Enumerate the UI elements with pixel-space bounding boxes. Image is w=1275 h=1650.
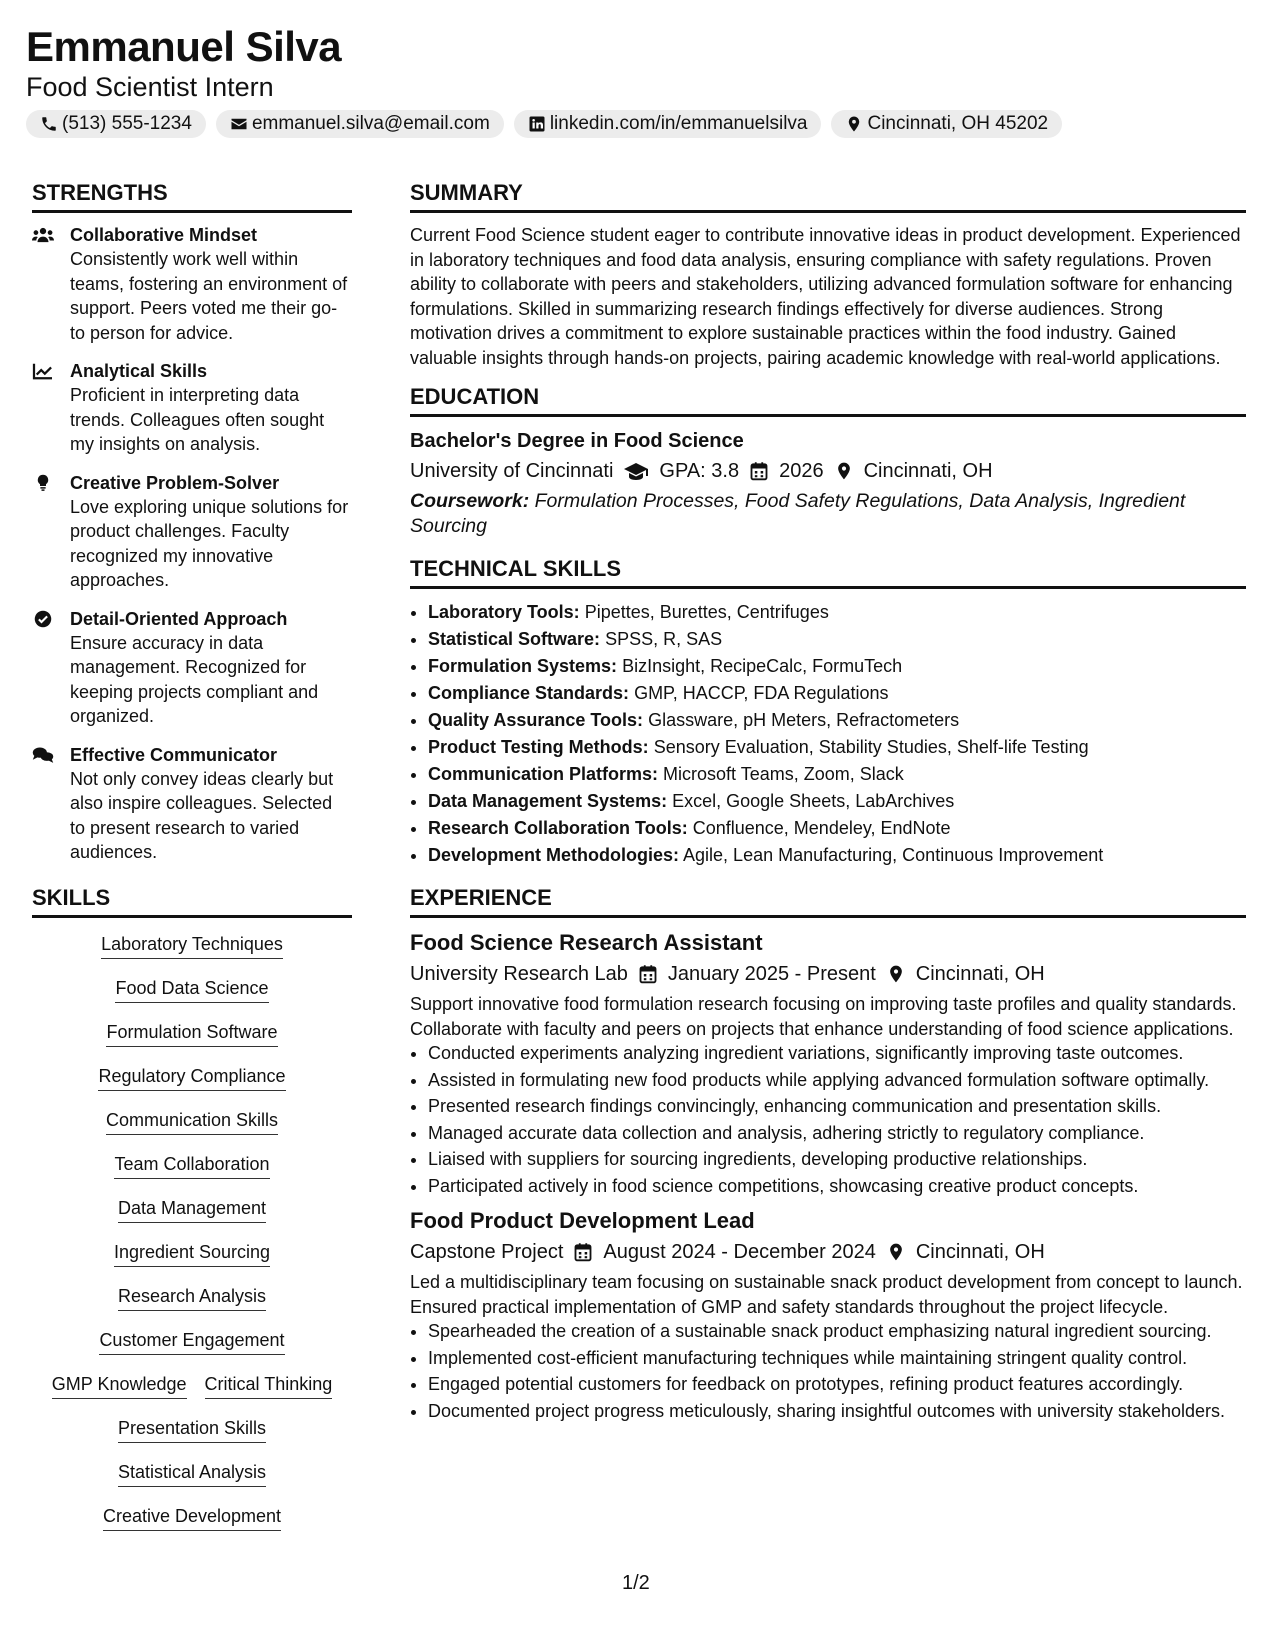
degree-title: Bachelor's Degree in Food Science — [410, 430, 744, 452]
graduation-cap-icon — [623, 461, 649, 481]
list-item — [428, 842, 1246, 869]
candidate-title: Food Scientist Intern — [26, 72, 274, 102]
list-item — [428, 626, 1246, 653]
tech-value: GMP, HACCP, FDA Regulations — [634, 683, 889, 703]
list-item: • Engaged potential customers for feedback on prototypes, refining product features accordingly. — [428, 1372, 1246, 1397]
list-item — [428, 734, 1246, 761]
tech-value: BizInsight, RecipeCalc, FormuTech — [622, 656, 903, 676]
candidate-name: Emmanuel Silva — [26, 23, 342, 70]
strength-item — [32, 223, 352, 345]
education-location: Cincinnati, OH — [863, 460, 993, 482]
job-title: Food Science Research Assistant — [410, 930, 763, 955]
list-item: • Liaised with suppliers for sourcing ingredients, developing productive relationships. — [428, 1147, 1246, 1172]
skill-tag: Critical Thinking — [205, 1372, 333, 1399]
list-item — [428, 761, 1246, 788]
strength-title: Detail-Oriented Approach — [70, 608, 288, 629]
envelope-icon — [230, 115, 248, 133]
linkedin-text: linkedin.com/in/emmanuelsilva — [549, 113, 808, 134]
phone-text: (513) 555-1234 — [62, 113, 192, 134]
job-description: Support innovative food formulation research focusing on improving taste profiles and quality standards. Collaborate with faculty and peers on projects that enhance understanding of food science applications. — [410, 994, 1237, 1039]
users-icon — [32, 226, 54, 244]
contact-phone[interactable] — [26, 110, 206, 138]
tech-label: Formulation Systems: — [428, 656, 618, 676]
job-dates: January 2025 - Present — [667, 963, 876, 985]
contact-linkedin[interactable] — [514, 110, 822, 138]
education-heading: EDUCATION — [410, 382, 1246, 417]
list-item: • Documented project progress meticulously, sharing insightful outcomes with university stakeholders. — [428, 1399, 1246, 1424]
job-entry — [410, 928, 1246, 1198]
list-item — [428, 680, 1246, 707]
skill-tag: Laboratory Techniques — [101, 932, 283, 959]
summary-text: Current Food Science student eager to contribute innovative ideas in product development. Experienced in laboratory techniques and food data analysis, ensuring compliance with safety regulations. Proven ability to collaborate with peers and stakeholders, utilizing advanced formulation software for enhancing formulations. Skilled in summarizing research findings effectively for diverse audiences. Strong motivation drives a commitment to explore sustainable practices within the food industry. Gained valuable insights through hands-on projects, pairing academic knowledge with real-world applications. — [410, 225, 1241, 368]
skill-tag: Data Management — [118, 1196, 266, 1223]
technical-skills-list — [410, 599, 1246, 869]
list-item — [428, 815, 1246, 842]
location-icon — [886, 1242, 906, 1262]
job-location: Cincinnati, OH — [915, 963, 1045, 985]
skill-tag: Customer Engagement — [99, 1328, 284, 1355]
location-text: Cincinnati, OH 45202 — [867, 113, 1049, 134]
strength-item — [32, 471, 352, 593]
phone-icon — [40, 115, 58, 133]
calendar-icon — [749, 461, 769, 481]
contact-bar — [26, 110, 1249, 138]
contact-email[interactable] — [216, 110, 504, 138]
tech-label: Laboratory Tools: — [428, 602, 580, 622]
strength-item — [32, 359, 352, 457]
job-meta — [410, 960, 1246, 988]
check-circle-icon — [32, 610, 54, 628]
list-item: • Spearheaded the creation of a sustainable snack product emphasizing natural ingredient sourcing. — [428, 1319, 1246, 1344]
tech-value: SPSS, R, SAS — [605, 629, 723, 649]
experience-heading: EXPERIENCE — [410, 883, 1246, 918]
strength-title: Creative Problem-Solver — [70, 472, 280, 493]
list-item: • Managed accurate data collection and analysis, adhering strictly to regulatory compliance. — [428, 1121, 1246, 1146]
tech-label: Research Collaboration Tools: — [428, 818, 688, 838]
tech-value: Glassware, pH Meters, Refractometers — [648, 710, 960, 730]
skill-tag: Regulatory Compliance — [98, 1064, 285, 1091]
skill-tag: Food Data Science — [115, 976, 268, 1003]
tech-label: Communication Platforms: — [428, 764, 659, 784]
list-item — [428, 788, 1246, 815]
tech-label: Quality Assurance Tools: — [428, 710, 644, 730]
tech-label: Development Methodologies: — [428, 845, 680, 865]
lightbulb-icon — [32, 474, 54, 492]
coursework-text: Formulation Processes, Food Safety Regulations, Data Analysis, Ingredient Sourcing — [410, 490, 1186, 537]
skill-tag: Communication Skills — [106, 1108, 278, 1135]
tech-value: Agile, Lean Manufacturing, Continuous Improvement — [683, 845, 1104, 865]
job-location: Cincinnati, OH — [915, 1241, 1045, 1263]
job-meta — [410, 1238, 1246, 1266]
tech-value: Pipettes, Burettes, Centrifuges — [584, 602, 829, 622]
skill-tag: Ingredient Sourcing — [114, 1240, 270, 1267]
job-entry — [410, 1206, 1246, 1423]
job-org: Capstone Project — [410, 1241, 564, 1263]
skill-tag: Statistical Analysis — [118, 1460, 266, 1487]
strengths-heading: STRENGTHS — [32, 178, 352, 213]
location-icon — [845, 115, 863, 133]
skill-tag: Presentation Skills — [118, 1416, 266, 1443]
list-item — [428, 599, 1246, 626]
strength-desc: Love exploring unique solutions for product challenges. Faculty recognized my innovative approaches. — [70, 496, 349, 590]
tech-label: Statistical Software: — [428, 629, 601, 649]
tech-label: Product Testing Methods: — [428, 737, 649, 757]
technical-skills-heading: TECHNICAL SKILLS — [410, 554, 1246, 589]
job-bullets — [410, 1319, 1246, 1423]
skill-tag: Creative Development — [103, 1504, 281, 1531]
coursework — [410, 489, 1246, 538]
education-meta — [410, 457, 1246, 485]
location-icon — [834, 461, 854, 481]
skill-tag: Research Analysis — [118, 1284, 266, 1311]
coursework-label: Coursework: — [410, 490, 530, 512]
tech-value: Sensory Evaluation, Stability Studies, Shelf-life Testing — [653, 737, 1089, 757]
tech-value: Excel, Google Sheets, LabArchives — [672, 791, 955, 811]
strength-desc: Proficient in interpreting data trends. Colleagues often sought my insights on analysis. — [70, 385, 325, 454]
skills-heading: SKILLS — [32, 883, 352, 918]
contact-location — [831, 110, 1062, 138]
tech-label: Data Management Systems: — [428, 791, 668, 811]
list-item: • Assisted in formulating new food products while applying advanced formulation software optimally. — [428, 1068, 1246, 1093]
linkedin-icon — [528, 115, 546, 133]
skill-tag: Team Collaboration — [114, 1152, 269, 1179]
strength-item — [32, 743, 352, 865]
job-description: Led a multidisciplinary team focusing on sustainable snack product development from concept to launch. Ensured practical implementation of GMP and safety standards throughout the project lifecycle. — [410, 1272, 1243, 1317]
list-item: • Presented research findings convincingly, enhancing communication and presentation skills. — [428, 1094, 1246, 1119]
strength-title: Effective Communicator — [70, 744, 278, 765]
job-bullets — [410, 1041, 1246, 1198]
chart-line-icon — [32, 362, 54, 380]
tech-label: Compliance Standards: — [428, 683, 630, 703]
comments-icon — [32, 746, 54, 764]
job-title: Food Product Development Lead — [410, 1208, 755, 1233]
calendar-icon — [638, 964, 658, 984]
list-item: • Implemented cost-efficient manufacturing techniques while maintaining stringent quality control. — [428, 1346, 1246, 1371]
page-number: 1/2 — [622, 1572, 650, 1594]
list-item — [428, 653, 1246, 680]
left-column — [32, 178, 352, 1548]
resume-header — [26, 22, 1249, 138]
graduation-year: 2026 — [779, 460, 824, 482]
skill-tag: Formulation Software — [106, 1020, 277, 1047]
list-item: • Conducted experiments analyzing ingredient variations, significantly improving taste outcomes. — [428, 1041, 1246, 1066]
right-column — [410, 178, 1246, 1425]
location-icon — [886, 964, 906, 984]
strength-desc: Not only convey ideas clearly but also inspire colleagues. Selected to present research to varied audiences. — [70, 768, 334, 862]
job-dates: August 2024 - December 2024 — [603, 1241, 876, 1263]
summary-heading: SUMMARY — [410, 178, 1246, 213]
email-text: emmanuel.silva@email.com — [251, 113, 490, 134]
skill-tag: GMP Knowledge — [52, 1372, 187, 1399]
school-name: University of Cincinnati — [410, 460, 614, 482]
tech-value: Microsoft Teams, Zoom, Slack — [663, 764, 904, 784]
strength-desc: Ensure accuracy in data management. Recognized for keeping projects compliant and organized. — [70, 632, 319, 726]
job-org: University Research Lab — [410, 963, 628, 985]
skills-list — [32, 932, 352, 1531]
gpa-text: GPA: 3.8 — [659, 460, 740, 482]
strength-desc: Consistently work well within teams, fostering an environment of support. Peers voted me their go-to person for advice. — [70, 249, 348, 343]
strength-title: Analytical Skills — [70, 361, 208, 381]
strength-title: Collaborative Mindset — [70, 225, 258, 245]
calendar-icon — [573, 1242, 593, 1262]
strength-item — [32, 607, 352, 729]
tech-value: Confluence, Mendeley, EndNote — [692, 818, 951, 838]
list-item — [428, 707, 1246, 734]
list-item: • Participated actively in food science competitions, showcasing creative product concepts. — [428, 1174, 1246, 1199]
